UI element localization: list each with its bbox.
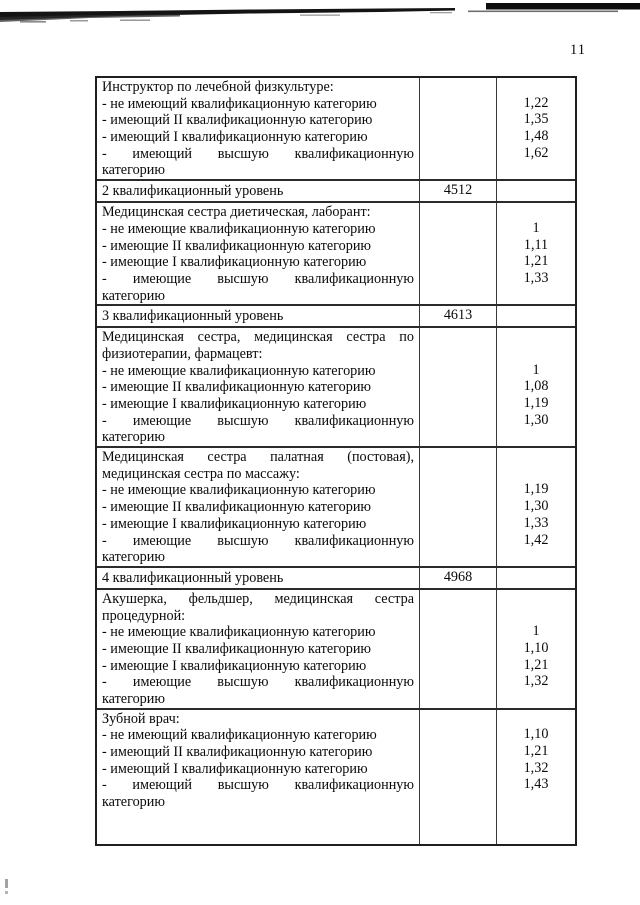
text-line: - имеющие высшую квалификационную [102, 532, 414, 549]
table-row [97, 446, 575, 566]
text-line: - не имеющий квалификационную категорию [102, 727, 377, 744]
level-value-cell [420, 448, 497, 566]
coefficient-value: 1,19 [523, 481, 549, 498]
text-line: Медицинская сестра, медицинская сестра по [102, 329, 414, 346]
text-line: - имеющие II квалификационную категорию [102, 379, 372, 396]
coefficient-cell [497, 181, 575, 201]
job-title-cell [97, 590, 420, 708]
coefficient-value [497, 607, 575, 624]
text-line: - не имеющие квалификационную категорию [102, 362, 376, 379]
level-label-cell: 4 квалификационный уровень [97, 568, 420, 588]
text-line: Зубной врач: [102, 710, 180, 727]
job-title-cell [97, 328, 420, 446]
coefficient-value: 1,43 [523, 776, 549, 793]
coefficient-cell [497, 710, 575, 845]
coefficient-cell [497, 328, 575, 446]
coefficient-value [497, 793, 575, 810]
text-line: физиотерапии, фармацевт: [102, 345, 263, 362]
coefficient-value [497, 345, 575, 362]
text-line: Медицинская сестра диетическая, лаборант: [102, 204, 371, 221]
table-row [97, 179, 575, 201]
table-row [97, 708, 575, 845]
coefficient-value: 1,33 [523, 269, 549, 286]
coefficient-value [497, 328, 575, 345]
level-value-cell: 4968 [420, 568, 497, 588]
coefficient-value [497, 203, 575, 220]
level-value-cell [420, 78, 497, 179]
text-line: - имеющий I квалификационную категорию [102, 129, 368, 146]
table-row [97, 78, 575, 179]
level-value-cell: 4613 [420, 306, 497, 326]
coefficient-value [497, 161, 575, 178]
text-line: - имеющие I квалификационную категорию [102, 515, 367, 532]
level-value-cell [420, 590, 497, 708]
text-line: - имеющие II квалификационную категорию [102, 499, 372, 516]
coefficient-value [497, 287, 575, 304]
table-row [97, 304, 575, 326]
text-line: Медицинская сестра палатная (постовая), [102, 449, 414, 466]
coefficient-value: 1,62 [523, 144, 549, 161]
text-line: - имеющий высшую квалификационную [102, 145, 414, 162]
coefficient-value: 1,10 [523, 639, 549, 656]
scan-artifact-bottom-left-icon [5, 879, 8, 888]
coefficient-value [497, 827, 575, 844]
page-number: 11 [570, 42, 586, 58]
text-line: - имеющие I квалификационную категорию [102, 396, 367, 412]
coefficient-cell [497, 203, 575, 304]
coefficient-value [497, 710, 575, 727]
text-line: - имеющие II квалификационную категорию [102, 640, 372, 657]
coefficient-value [497, 810, 575, 827]
text-line: категорию [102, 549, 165, 566]
table-row [97, 566, 575, 588]
coefficient-value: 1,21 [523, 656, 549, 673]
text-line: медицинская сестра по массажу: [102, 465, 300, 482]
text-line: - имеющий II квалификационную категорию [102, 112, 373, 129]
job-title-cell [97, 78, 420, 179]
coefficient-value [497, 78, 575, 95]
coefficient-value [497, 465, 575, 482]
coefficient-value: 1,08 [523, 378, 549, 395]
job-title-cell [97, 710, 420, 845]
job-title-cell [97, 448, 420, 566]
text-line: категорию [102, 691, 165, 707]
text-line: - имеющий I квалификационную категорию [102, 760, 368, 777]
level-label-cell: 2 квалификационный уровень [97, 181, 420, 201]
coefficient-cell [497, 590, 575, 708]
text-line: категорию [102, 162, 165, 179]
text-line: - имеющий высшую квалификационную [102, 777, 414, 794]
job-title-cell [97, 203, 420, 304]
coefficient-value: 1 [532, 219, 540, 236]
text-line [102, 828, 414, 845]
coefficient-cell [497, 306, 575, 326]
coefficient-value: 1,48 [523, 128, 549, 145]
coefficient-value: 1,35 [523, 111, 549, 128]
coefficient-value: 1,21 [523, 253, 549, 270]
coefficient-cell [497, 448, 575, 566]
coefficient-value: 1,22 [523, 94, 549, 111]
text-line: - не имеющий квалификационную категорию [102, 95, 377, 112]
scan-artifact-top-icon [0, 0, 640, 34]
text-line: - не имеющие квалификационную категорию [102, 624, 376, 641]
coefficient-value: 1,32 [523, 673, 549, 690]
table-row [97, 201, 575, 304]
level-value-cell: 4512 [420, 181, 497, 201]
coefficient-cell [497, 568, 575, 588]
table-row [97, 588, 575, 708]
text-line: - имеющий II квалификационную категорию [102, 744, 373, 761]
level-label-cell: 3 квалификационный уровень [97, 306, 420, 326]
coefficient-value: 1,33 [523, 514, 549, 531]
text-line: - имеющие высшую квалификационную [102, 412, 414, 429]
text-line: процедурной: [102, 607, 186, 624]
text-line [102, 811, 414, 828]
coefficient-value [497, 448, 575, 465]
level-value-cell [420, 710, 497, 845]
coefficient-cell [497, 78, 575, 179]
level-value-cell [420, 328, 497, 446]
coefficient-value [497, 428, 575, 445]
qualification-table [95, 76, 577, 846]
text-line: Акушерка, фельдшер, медицинская сестра [102, 590, 414, 607]
text-line: категорию [102, 794, 165, 811]
text-line: Инструктор по лечебной физкультуре: [102, 79, 334, 95]
coefficient-value: 1,30 [523, 498, 549, 515]
coefficient-value: 1,21 [523, 743, 549, 760]
coefficient-value: 1,10 [523, 726, 549, 743]
table-row [97, 326, 575, 446]
text-line: категорию [102, 429, 165, 446]
coefficient-value [497, 548, 575, 565]
coefficient-value: 1,19 [523, 395, 549, 411]
coefficient-value: 1,30 [523, 411, 549, 428]
coefficient-value: 1,11 [523, 236, 549, 253]
coefficient-value: 1,32 [523, 759, 549, 776]
text-line: - не имеющие квалификационную категорию [102, 482, 376, 499]
text-line: - не имеющие квалификационную категорию [102, 220, 376, 237]
level-value-cell [420, 203, 497, 304]
text-line: - имеющие высшую квалификационную [102, 674, 414, 691]
text-line: категорию [102, 287, 165, 304]
text-line: - имеющие II квалификационную категорию [102, 237, 372, 254]
coefficient-value: 1,42 [523, 531, 549, 548]
text-line: - имеющие высшую квалификационную [102, 270, 414, 287]
coefficient-value [497, 590, 575, 607]
coefficient-value [497, 690, 575, 707]
text-line: - имеющие I квалификационную категорию [102, 657, 367, 674]
text-line: - имеющие I квалификационную категорию [102, 254, 367, 271]
coefficient-value: 1 [532, 361, 540, 378]
coefficient-value: 1 [532, 623, 540, 640]
